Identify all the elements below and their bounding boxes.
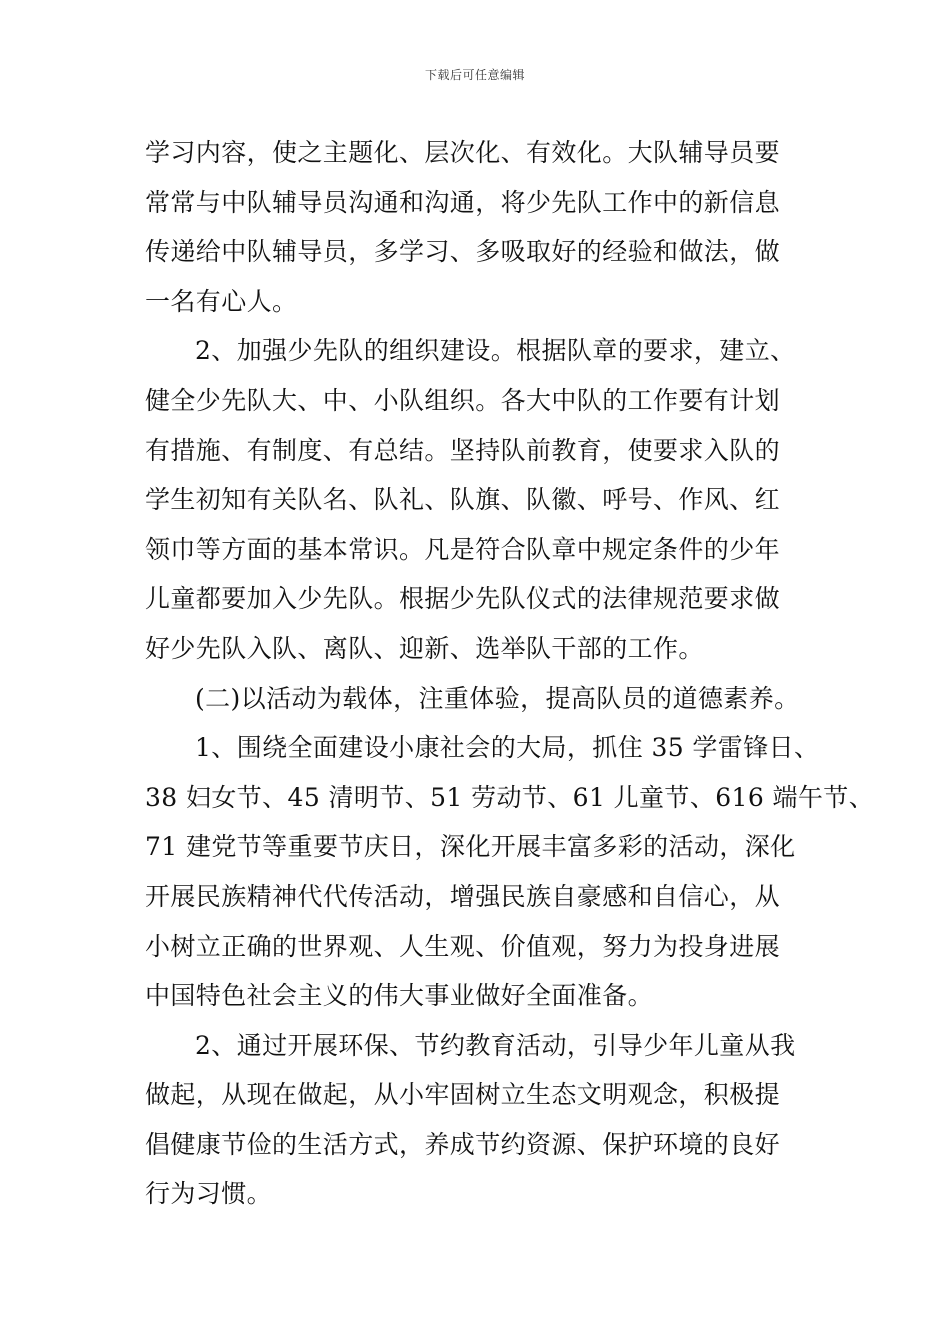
text-line: 行为习惯。 <box>145 1179 273 1209</box>
text-line: 传递给中队辅导员，多学习、多吸取好的经验和做法，做 <box>145 237 781 267</box>
text-line: 有措施、有制度、有总结。坚持队前教育，使要求入队的 <box>145 435 781 465</box>
text-line: 2、加强少先队的组织建设。根据队章的要求，建立、 <box>195 336 796 366</box>
text-line: 好少先队入队、离队、迎新、选举队干部的工作。 <box>145 633 704 663</box>
text-line: 领巾等方面的基本常识。凡是符合队章中规定条件的少年 <box>145 534 781 564</box>
text-line: 做起，从现在做起，从小牢固树立生态文明观念，积极提 <box>145 1080 781 1110</box>
text-line: 学生初知有关队名、队礼、队旗、队徽、呼号、作风、红 <box>145 485 781 515</box>
text-line: 学习内容，使之主题化、层次化、有效化。大队辅导员要 <box>145 138 781 167</box>
text-line: 健全少先队大、中、小队组织。各大中队的工作要有计划 <box>145 385 781 415</box>
section-heading <box>145 674 835 724</box>
text-line: 2、通过开展环保、节约教育活动，引导少年儿童从我 <box>195 1030 796 1060</box>
paragraph-4 <box>145 1021 835 1219</box>
document-body <box>145 128 875 1219</box>
text-line: 儿童都要加入少先队。根据少先队仪式的法律规范要求做 <box>145 584 781 614</box>
text-line: 倡健康节俭的生活方式，养成节约资源、保护环境的良好 <box>145 1129 781 1159</box>
page-header: 下载后可任意编辑 <box>424 68 525 82</box>
text-line: 38 妇女节、45 清明节、51 劳动节、61 儿童节、616 端午节、 <box>145 782 875 812</box>
text-line: 71 建党节等重要节庆日，深化开展丰富多彩的活动，深化 <box>145 832 796 862</box>
text-line: (二)以活动为载体，注重体验，提高队员的道德素养。 <box>195 683 800 713</box>
text-line: 开展民族精神代代传活动，增强民族自豪感和自信心，从 <box>145 881 781 911</box>
paragraph-2 <box>145 326 835 673</box>
text-line: 1、围绕全面建设小康社会的大局，抓住 35 学雷锋日、 <box>195 733 820 763</box>
paragraph-3 <box>145 723 875 1021</box>
text-line: 小树立正确的世界观、人生观、价值观，努力为投身进展 <box>145 931 781 961</box>
text-line: 常常与中队辅导员沟通和沟通，将少先队工作中的新信息 <box>145 187 781 217</box>
text-line: 中国特色社会主义的伟大事业做好全面准备。 <box>145 981 654 1011</box>
paragraph-1 <box>145 128 835 326</box>
text-line: 一名有心人。 <box>145 286 298 316</box>
